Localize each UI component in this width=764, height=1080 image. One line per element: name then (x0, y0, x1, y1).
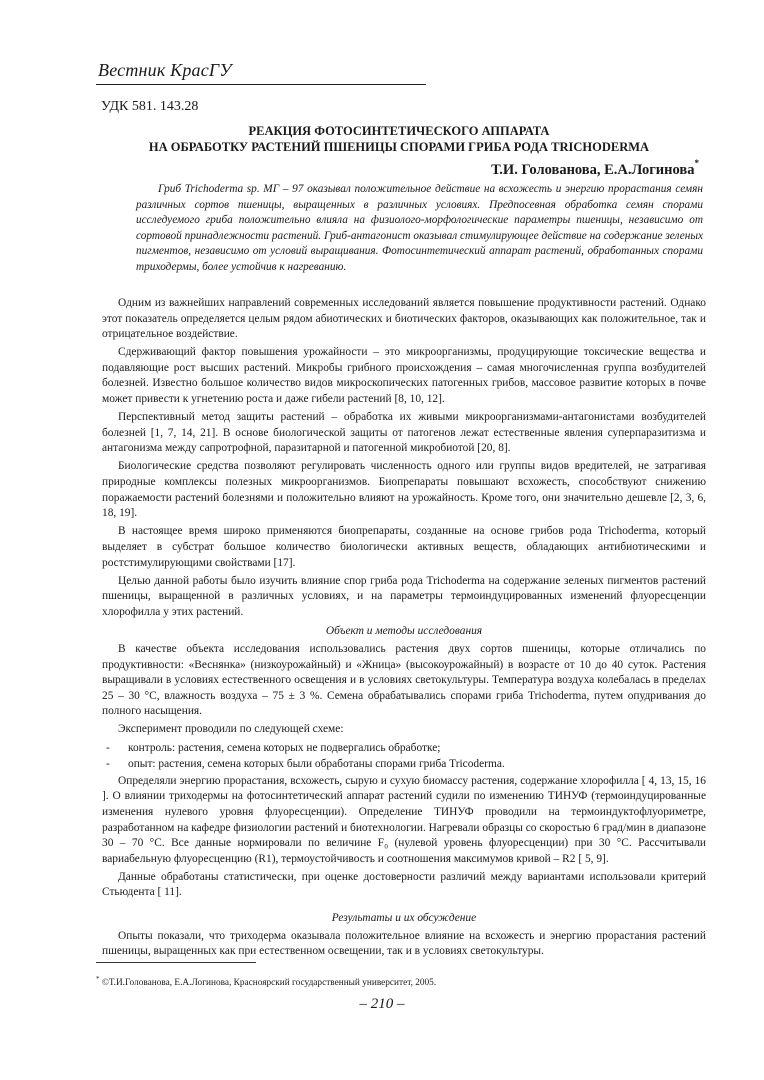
paragraph: Эксперимент проводили по следующей схеме: (118, 723, 344, 736)
footnote-text: ©Т.И.Голованова, Е.А.Логинова, Красноярский государственный университет, 2005. (101, 978, 437, 989)
author-names: Т.И. Голованова, Е.А.Логинова (491, 161, 695, 178)
page-number: – 210 – (359, 996, 405, 1012)
paragraph: Перспективный метод защиты растений – обработка их живыми микроорганизмами-антагонистами возбудителей болезней [1, 7, 14, 21]. В основе биологической защиты от патогенов лежат естественные явления суперпаразитизма и антагонизма между сапротрофной, паразитарной и патогенной микробиотой [20, 8]. (102, 411, 706, 455)
paragraph: Биологические средства позволяют регулировать численность одного или группы видов вредителей, не затрагивая природные комплексы полезных микроорганизмов. Биопрепараты повышают всхожесть, способствуют снижению поражаемости растений болезнями и положительно влияют на урожайность. Кроме того, они значительно дешевле [2, 3, 6, 18, 19]. (102, 460, 706, 520)
list-dash: - (106, 758, 110, 771)
list-dash: - (106, 741, 110, 754)
paragraph: Одним из важнейших направлений современных исследований является повышение продуктивности растений. Однако этот показатель определяется целым рядом абиотических и биотических факторов, оказывающих как положительное, так и отрицательное воздействие. (102, 297, 706, 341)
section-heading-methods: Объект и методы исследования (325, 625, 483, 638)
author-footnote-mark: * (694, 158, 699, 168)
udk-code: УДК 581. 143.28 (101, 99, 199, 114)
list-item (102, 741, 706, 757)
paragraph: Опыты показали, что триходерма оказывала положительное влияние на всхожесть и энергию прорастания растений пшеницы, выращенных как при естественном освещении, так и в условиях светокультуры. (102, 929, 706, 958)
title-line-1: РЕАКЦИЯ ФОТОСИНТЕТИЧЕСКОГО АППАРАТА (248, 124, 550, 138)
list-item-text: контроль: растения, семена которых не подвергались обработке; (128, 741, 441, 754)
authors (96, 160, 699, 179)
list-item-text: опыт: растения, семена которых были обработаны спорами гриба Tricoderma. (128, 758, 505, 771)
header-rule (96, 84, 426, 85)
footnote-rule (96, 962, 256, 963)
journal-name: Вестник КрасГУ (98, 60, 232, 80)
paragraph: Целью данной работы было изучить влияние спор гриба рода Trichoderma на содержание зеленых пигментов растений пшеницы, выращенной в различных условиях, и на параметры термоиндуцированных изменений флуоресценции хлорофилла у этих растений. (102, 574, 706, 618)
paragraph: Сдерживающий фактор повышения урожайности – это микроорганизмы, продуцирующие токсические вещества и подавляющие рост высших растений. Микробы грибного происхождения – самая многочисленная группа возбудителей болезней. Известно большое количество видов микроскопических патогенных грибов, массовое развитие которых в почве может привести к угнетению роста и даже гибели растений [8, 10, 12]. (102, 346, 706, 406)
title-line-2: НА ОБРАБОТКУ РАСТЕНИЙ ПШЕНИЦЫ СПОРАМИ ГРИБА РОДА TRICHODERMA (148, 140, 650, 154)
list-item (102, 757, 706, 773)
abstract: Гриб Trichoderma sp. МГ – 97 оказывал положительное действие на всхожесть и энергию прорастания семян различных сортов пшеницы, выращенных в различных условиях. Предпосевная обработка семян спорами исследуемого гриба положительно влияла на физиолого-морфологические параметры пшеницы, независимо от сортовой принадлежности растений. Гриб-антагонист оказывал стимулирующее действие на содержание зеленых пигментов, независимо от условий выращивания. Фотосинтетический аппарат растений, обработанных спорами триходермы, более устойчив к нагреванию. (136, 183, 703, 273)
paragraph: Определяли энергию прорастания, всхожесть, сырую и сухую биомассу растения, содержание хлорофилла [ 4, 13, 15, 16 ]. О влиянии триходермы на фотосинтетический аппарат растений судили по изменению ТИНУФ (термоиндуцированные изменения нулевого уровня флуоресценции). Определение ТИНУФ проводили на термоиндуктофлуориметре, разработанном на кафедре физиологии растений и биотехнологии. Нагревали образцы со скоростью 6 град/мин в диапазоне 30 – 70 °С. Все данные нормировали по величине F₀ (нулевой уровень флуоресценции) при 30 °С. Рассчитывали вариабельную флуоресценцию (R1), термоустойчивость и соотношения максимумов кривой – R2 [ 5, 9]. (102, 774, 706, 865)
footnote (96, 973, 696, 989)
footnote-mark: * (96, 975, 100, 983)
section-heading-results: Результаты и их обсуждение (331, 911, 477, 924)
article-body (102, 296, 706, 962)
paragraph: В настоящее время широко применяются биопрепараты, созданные на основе грибов рода Trichoderma, который выделяет в субстрат большое количество биологически активных веществ, обладающих антибиотическими и ростстимулирующими свойствами [17]. (102, 525, 706, 569)
paragraph: В качестве объекта исследования использовались растения двух сортов пшеницы, которые отличались по продуктивности: «Веснянка» (низкоурожайный) и «Жница» (высокоурожайный) в возрасте от 10 до 40 суток. Растения выращивали в условиях естественного освещения и в условиях светокультуры. Температура воздуха колебалась в пределах 25 – 30 °С, влажность воздуха – 75 ± 3 %. Семена обрабатывались спорами гриба Trichoderma, путем опудривания до полного насыщения. (102, 642, 706, 718)
paragraph: Данные обработаны статистически, при оценке достоверности различий между вариантами использовали критерий Стьюдента [ 11]. (102, 870, 706, 899)
article-title (96, 123, 702, 155)
